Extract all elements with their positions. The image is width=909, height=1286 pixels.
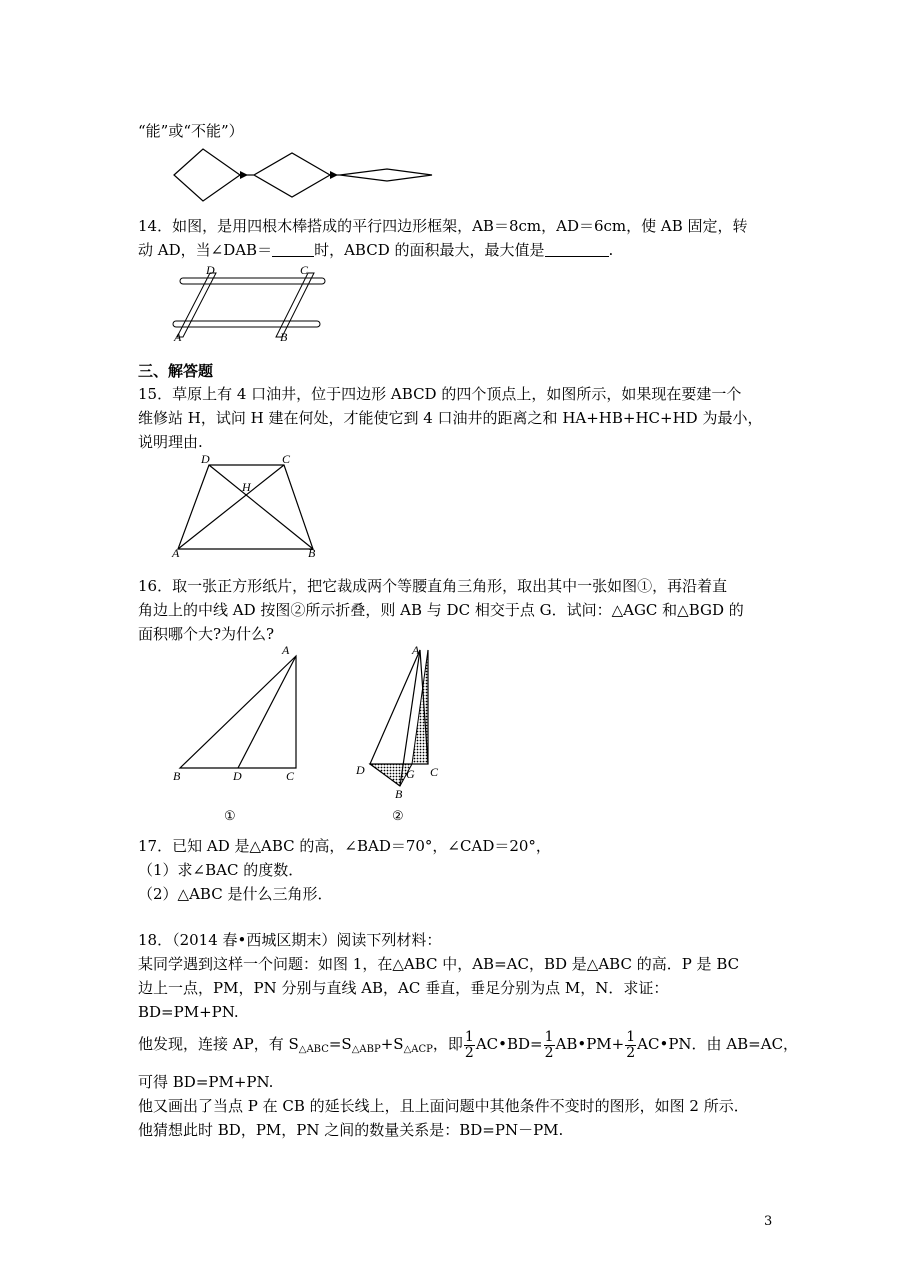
label-c: C (300, 263, 309, 277)
fraction-half-2: $\frac{1}{2}$ (544, 1028, 554, 1061)
q17-line2: （1）求∠BAC 的度数． (138, 861, 304, 879)
angle-answer-blank[interactable] (272, 240, 314, 257)
q14-line2: 动 AD，当∠DAB＝ 时，ABCD 的面积最大，最大值是 . (138, 241, 614, 259)
label-h: H (242, 480, 251, 494)
label-c: C (286, 769, 295, 783)
label-b: B (173, 769, 181, 783)
fraction-half-3: $\frac{1}{2}$ (626, 1028, 636, 1061)
q17-line3: （2）△ABC 是什么三角形． (138, 885, 333, 903)
label-d: D (356, 763, 365, 777)
q13-tail: “能”或“不能”） (138, 122, 244, 140)
q15-line1: 15．草原上有 4 口油井，位于四边形 ABCD 的四个顶点上，如图所示，如果现在要建一个 (138, 385, 742, 403)
label-c: C (430, 765, 439, 779)
oil-well-quadrilateral-figure (170, 453, 330, 558)
label-c: C (282, 452, 291, 466)
parallelogram-frame-figure (170, 263, 325, 343)
q15-line2: 维修站 H，试问 H 建在何处，才能使它到 4 口油井的距离之和 HA+HB+HC+HD 为最小， (138, 409, 763, 427)
label-b: B (280, 330, 288, 344)
q14-line1: 14．如图，是用四根木棒搭成的平行四边形框架，AB＝8cm，AD＝6cm，使 AB 固定，转 (138, 217, 748, 235)
rhombus-sequence-figure (170, 147, 440, 207)
caption-2: ② (392, 808, 404, 823)
q18-line7: 他又画出了当点 P 在 CB 的延长线上，且上面问题中其他条件不变时的图形，如图 2 所示． (138, 1097, 749, 1115)
caption-1: ① (224, 808, 236, 823)
label-a: A (282, 643, 290, 657)
label-g: G (406, 767, 415, 781)
q18-line5: 他发现，连接 AP，有 $S_{\triangle ABC}=S_{\triangle ABP}+S_{\triangle ACP}$，即 $\frac{1}{2}$ AC•BD= $\frac{1}{2}$ AB•PM+ $\frac{1}{2}$ AC•PN．由 AB=AC， (138, 1028, 799, 1061)
label-b: B (395, 787, 403, 801)
q18-line6: 可得 BD=PM+PN. (138, 1073, 274, 1091)
q17-line1: 17．已知 AD 是△ABC 的高，∠BAD＝70°，∠CAD＝20°， (138, 837, 551, 855)
fraction-half-1: $\frac{1}{2}$ (464, 1028, 474, 1061)
q18-line1: 18．（2014 春•西城区期末）阅读下列材料： (138, 931, 442, 949)
section-heading: 三、解答题 (138, 362, 214, 380)
isosceles-right-triangle-figure-1 (170, 640, 310, 825)
label-d: D (206, 263, 215, 277)
label-d: D (233, 769, 242, 783)
q16-line1: 16．取一张正方形纸片，把它裁成两个等腰直角三角形，取出其中一张如图①，再沿着直 (138, 577, 728, 595)
q18-line3: 边上一点，PM，PN 分别与直线 AB，AC 垂直，垂足分别为点 M，N．求证： (138, 979, 669, 997)
area-answer-blank[interactable] (545, 240, 609, 257)
q18-line4: BD=PM+PN. (138, 1003, 239, 1021)
label-a: A (174, 330, 182, 344)
page-number: 3 (764, 1214, 773, 1229)
label-a: A (172, 546, 180, 560)
q16-line3: 面积哪个大?为什么? (138, 625, 275, 643)
label-b: B (308, 546, 316, 560)
q18-line8: 他猜想此时 BD，PM，PN 之间的数量关系是：BD=PN－PM. (138, 1121, 564, 1139)
q18-line2: 某同学遇到这样一个问题：如图 1，在△ABC 中，AB=AC，BD 是△ABC 的高．P 是 BC (138, 955, 740, 973)
label-a: A (412, 643, 420, 657)
q15-line3: 说明理由. (138, 433, 203, 451)
label-d: D (201, 452, 210, 466)
q16-line2: 角边上的中线 AD 按图②所示折叠，则 AB 与 DC 相交于点 G．试问：△AGC 和△BGD 的 (138, 601, 744, 619)
folded-triangle-figure-2 (350, 640, 440, 825)
